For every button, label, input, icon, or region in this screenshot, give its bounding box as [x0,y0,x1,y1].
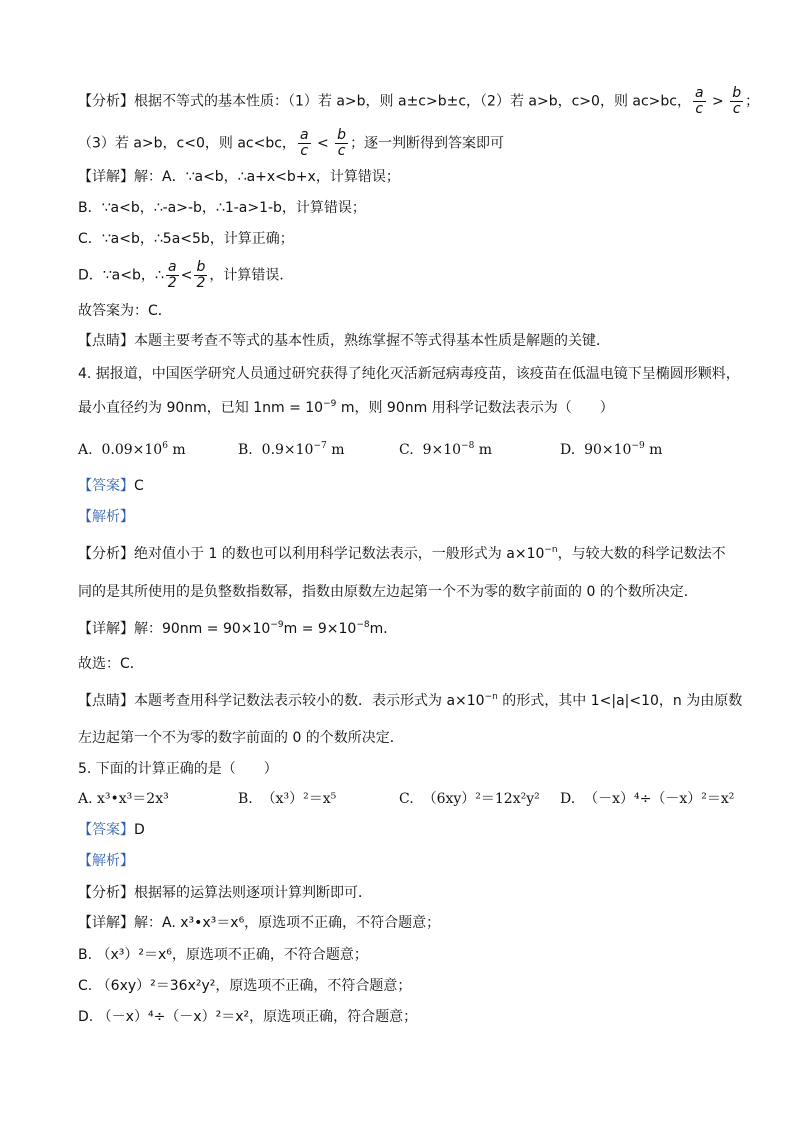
q3-fraction-b-over-c: $\frac{b}{c}$ [732,85,742,117]
q4-analysis-line1: 【分析】绝对值小于 1 的数也可以利用科学记数法表示，一般形式为 $a\times 10^{-n}$，与较大数的科学记数法不 [78,545,726,562]
q5-detail-c: C. （6xy）²＝36x²y²，原选项不正确，不符合题意； [78,978,412,994]
q5-analysis: 【分析】根据幂的运算法则逐项计算判断即可． [78,885,372,901]
q4-stem-line2: 最小直径约为 90nm，已知 $1nm = 10^{-9}$ m，则 90nm 用科学记数法表示为（ ） [78,399,614,416]
q3-analysis-text: 【分析】根据不等式的基本性质：（1）若 a>b，则 a±c>b±c，（2）若 a>b，c>0，则 ac>bc， [78,93,691,110]
q3-answer: 故答案为：C． [78,303,172,319]
q4-stem-line1: 4. 据报道，中国医学研究人员通过研究获得了纯化灭活新冠病毒疫苗，该疫苗在低温电镜下呈椭圆形颗料， [78,366,740,382]
q3-fraction-a-over-c-2: $\frac{a}{c}$ [299,127,309,159]
q5-detail-a: 【详解】解：A. x³•x³＝x⁶，原选项不正确，不符合题意； [78,915,441,931]
q4-option-a: A. $0.09\times 10^6$ m [78,441,186,458]
q4-analysis-tag: 【解析】 [78,509,134,525]
q4-choose: 故选：C． [78,656,144,672]
q3-analysis-line2: （3）若 a>b，c<0，则 ac<bc， $\frac{a}{c}$ < $\frac{b}{c}$ ；逐一判断得到答案即可 [78,127,505,159]
q3-fraction-b-over-c-2: $\frac{b}{c}$ [337,127,347,159]
q5-option-b: B. （x³）²＝x⁵ [238,791,337,807]
q5-analysis-tag: 【解析】 [78,853,134,869]
q4-analysis-line2: 同的是其所使用的是负整数指数幂，指数由原数左边起第一个不为零的数字前面的 0 的个数所决定． [78,584,698,600]
q5-detail-b: B. （x³）²＝x⁶，原选项不正确，不符合题意； [78,947,368,963]
q4-answer: 【答案】C [78,478,144,494]
q3-analysis-line1: 【分析】根据不等式的基本性质：（1）若 a>b，则 a±c>b±c，（2）若 a>b，c>0，则 ac>bc， $\frac{a}{c}$ > $\frac{b}{c}$ ； [78,85,760,117]
q3-detail-c: C．∵a<b，∴5a<5b，计算正确； [78,231,294,247]
q4-option-d: D. $90\times 10^{-9}$ m [560,441,663,458]
q4-comment-line1: 【点睛】本题考查用科学记数法表示较小的数．表示形式为 $a\times 10^{-n}$ 的形式，其中 1<|a|<10，n 为由原数 [78,692,743,709]
q5-option-a: A. x³•x³＝2x³ [78,791,169,807]
q5-option-d: D. （－x）⁴÷（－x）²＝x² [560,791,735,807]
q4-option-c: C. $9\times 10^{-8}$ m [399,441,493,458]
q3-comment: 【点睛】本题主要考查不等式的基本性质，熟练掌握不等式得基本性质是解题的关键． [78,333,610,349]
q3-detail-a: 【详解】解：A．∵a<b，∴a+x<b+x，计算错误； [78,169,400,185]
q4-detail: 【详解】解：$90nm = 90\times 10^{-9}m = 9\times 10^{-8}m$． [78,620,398,637]
q5-option-c: C. （6xy）²＝12x²y² [399,791,540,807]
q4-option-b: B. $0.9\times 10^{-7}$ m [238,441,345,458]
q5-stem: 5. 下面的计算正确的是（ ） [78,761,278,777]
q4-comment-line2: 左边起第一个不为零的数字前面的 0 的个数所决定． [78,730,404,746]
q5-detail-d: D. （－x）⁴÷（－x）²＝x²，原选项正确，符合题意； [78,1009,418,1025]
q3-fraction-b-over-2: $\frac{b}{2}$ [196,259,206,291]
q5-answer: 【答案】D [78,822,145,838]
q3-detail-d: D．∵a<b，∴ $\frac{a}{2}$ < $\frac{b}{2}$ ，计算错误． [78,259,294,291]
q3-detail-b: B．∵a<b，∴-a>-b，∴1-a>1-b，计算错误； [78,200,366,216]
q3-fraction-a-over-c: $\frac{a}{c}$ [694,85,704,117]
q3-fraction-a-over-2: $\frac{a}{2}$ [167,259,177,291]
